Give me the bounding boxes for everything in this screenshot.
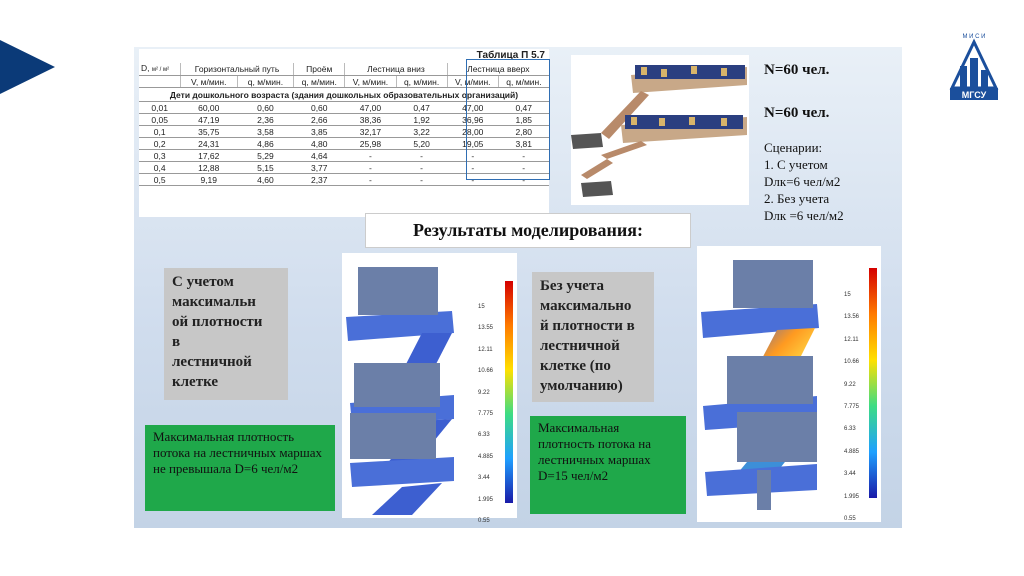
scale-label: 3.44 <box>478 475 490 482</box>
table-cell: - <box>396 150 447 162</box>
scale-label: 6.33 <box>844 426 856 433</box>
table-cell: 0,47 <box>396 102 447 114</box>
header-stairs-down: Лестница вниз <box>345 63 447 76</box>
table-cell: 28,00 <box>447 126 498 138</box>
nav-arrow-icon[interactable] <box>0 40 55 94</box>
table-cell: 2,80 <box>498 126 549 138</box>
header-opening: Проём <box>294 63 345 76</box>
subheader-cell: V, м/мин. <box>345 76 396 88</box>
scale-label: 0.55 <box>844 516 856 523</box>
scenario-2b: Dлк =6 чел/м2 <box>764 208 844 223</box>
table-cell: 0,5 <box>139 174 180 186</box>
mid-box-line: клетке (по <box>540 358 611 374</box>
table-cell: 0,60 <box>294 102 345 114</box>
table-cell: - <box>447 174 498 186</box>
header-d-unit: м² / м² <box>151 67 170 73</box>
table-cell: 19,05 <box>447 138 498 150</box>
table-cell: 32,17 <box>345 126 396 138</box>
table-cell: 47,00 <box>345 102 396 114</box>
scale-label: 4.885 <box>844 448 860 455</box>
table-cell: - <box>345 174 396 186</box>
mid-box-line: максимально <box>540 298 632 314</box>
table-cell: 36,96 <box>447 114 498 126</box>
scale-label: 9.22 <box>478 389 490 396</box>
table-cell: 0,01 <box>139 102 180 114</box>
table-cell: 0,1 <box>139 126 180 138</box>
table-cell: 5,20 <box>396 138 447 150</box>
scale-label: 6.33 <box>478 432 490 439</box>
table-cell: 60,00 <box>180 102 237 114</box>
table-caption: Таблица П 5.7 <box>476 50 545 61</box>
color-scale-2 <box>844 284 859 530</box>
table-cell: 0,3 <box>139 150 180 162</box>
table-cell: 3,85 <box>294 126 345 138</box>
table-cell: 1,92 <box>396 114 447 126</box>
scenarios-title: Сценарии: <box>764 140 823 155</box>
table-cell: 2,37 <box>294 174 345 186</box>
table-cell: 17,62 <box>180 150 237 162</box>
left-box-line: С учетом <box>172 274 234 290</box>
table-cell: 12,88 <box>180 162 237 174</box>
table-cell: - <box>447 150 498 162</box>
scale-label: 12.11 <box>478 346 493 353</box>
table-cell: 0,47 <box>498 102 549 114</box>
scale-label: 7.775 <box>844 404 860 411</box>
scale-label: 10.66 <box>478 368 494 375</box>
mid-box-line: умолчанию) <box>540 378 623 394</box>
table-cell: - <box>498 162 549 174</box>
table-cell: 1,85 <box>498 114 549 126</box>
table-cell: 0,4 <box>139 162 180 174</box>
simulation-image-1 <box>342 253 517 525</box>
left-box-line: лестничной <box>172 354 252 370</box>
subheader-cell: q, м/мин. <box>498 76 549 88</box>
left-box-line: максимальн <box>172 294 256 310</box>
table-cell: - <box>396 174 447 186</box>
table-cell: - <box>498 174 549 186</box>
table-cell: 9,19 <box>180 174 237 186</box>
header-horizontal: Горизонтальный путь <box>180 63 293 76</box>
scale-label: 0.55 <box>478 518 490 525</box>
table-cell: 2,66 <box>294 114 345 126</box>
scale-label: 10.66 <box>844 359 860 366</box>
scale-label: 1.995 <box>478 496 494 503</box>
scale-label: 15 <box>478 304 485 310</box>
results-banner: Результаты моделирования: <box>365 213 691 248</box>
n-label-2: N=60 чел. <box>764 105 830 121</box>
table-cell: 5,29 <box>237 150 294 162</box>
simulation-image-2 <box>697 246 881 522</box>
with-density-box <box>164 268 288 400</box>
table-cell: - <box>345 150 396 162</box>
left-box-line: в <box>172 334 181 350</box>
left-box-line: ой плотности <box>172 314 263 330</box>
highlight-frame <box>466 59 550 180</box>
header-stairs-up: Лестница вверх <box>447 63 549 76</box>
table-cell: 47,00 <box>447 102 498 114</box>
scenarios-text <box>764 139 844 224</box>
mid-green-note: Максимальная плотность потока на лестничных маршах D=15 чел/м2 <box>530 416 686 514</box>
scenario-2a: 2. Без учета <box>764 191 830 206</box>
table-cell: 38,36 <box>345 114 396 126</box>
subheader-cell: V, м/мин. <box>180 76 237 88</box>
table-cell: 24,31 <box>180 138 237 150</box>
logo-top-text: М И С И <box>962 34 986 40</box>
header-d: D, <box>141 63 150 73</box>
table-cell: - <box>396 162 447 174</box>
table-cell: 3,58 <box>237 126 294 138</box>
scenario-1a: 1. С учетом <box>764 157 828 172</box>
left-box-line: клетке <box>172 374 219 390</box>
logo-bottom-text: МГСУ <box>961 90 987 100</box>
scale-label: 7.775 <box>478 411 494 418</box>
subheader-cell: V, м/мин. <box>447 76 498 88</box>
scale-label: 13.56 <box>844 314 860 321</box>
scale-label: 12.11 <box>844 336 859 343</box>
table-cell: - <box>498 150 549 162</box>
table-cell: 25,98 <box>345 138 396 150</box>
mgsu-logo <box>946 30 1002 102</box>
table-cell: 5,15 <box>237 162 294 174</box>
mid-box-line: лестничной <box>540 338 620 354</box>
table-cell: 0,2 <box>139 138 180 150</box>
scale-label: 4.885 <box>478 453 494 460</box>
table-cell: 4,86 <box>237 138 294 150</box>
table-cell: 35,75 <box>180 126 237 138</box>
table-cell: 2,36 <box>237 114 294 126</box>
n-label-1: N=60 чел. <box>764 62 830 78</box>
scale-label: 15 <box>844 292 851 298</box>
scale-label: 9.22 <box>844 381 856 388</box>
subheader-cell: q, м/мин. <box>396 76 447 88</box>
subheader-cell: q, м/мин. <box>294 76 345 88</box>
scale-label: 3.44 <box>844 471 856 478</box>
scenario-1b: Dлк=6 чел/м2 <box>764 174 841 189</box>
mid-box-line: й плотности в <box>540 318 635 334</box>
table-cell: 3,81 <box>498 138 549 150</box>
table-cell: 47,19 <box>180 114 237 126</box>
stairs-3d-image <box>571 55 749 205</box>
color-scale-1 <box>478 297 493 532</box>
table-cell: - <box>345 162 396 174</box>
table-cell: 4,60 <box>237 174 294 186</box>
scale-label: 1.995 <box>844 493 860 500</box>
table-cell: 0,60 <box>237 102 294 114</box>
left-green-note: Максимальная плотность потока на лестничных маршах не превышала D=6 чел/м2 <box>145 425 335 511</box>
subheader-cell: q, м/мин. <box>237 76 294 88</box>
scale-label: 13.55 <box>478 325 494 332</box>
without-density-box <box>532 272 654 402</box>
table-cell: - <box>447 162 498 174</box>
mid-box-line: Без учета <box>540 278 605 294</box>
table-cell: 3,77 <box>294 162 345 174</box>
group-title: Дети дошкольного возраста (здания дошкольных образовательных организаций) <box>139 88 549 102</box>
table-cell: 4,64 <box>294 150 345 162</box>
table-cell: 4,80 <box>294 138 345 150</box>
table-cell: 0,05 <box>139 114 180 126</box>
table-cell: 3,22 <box>396 126 447 138</box>
